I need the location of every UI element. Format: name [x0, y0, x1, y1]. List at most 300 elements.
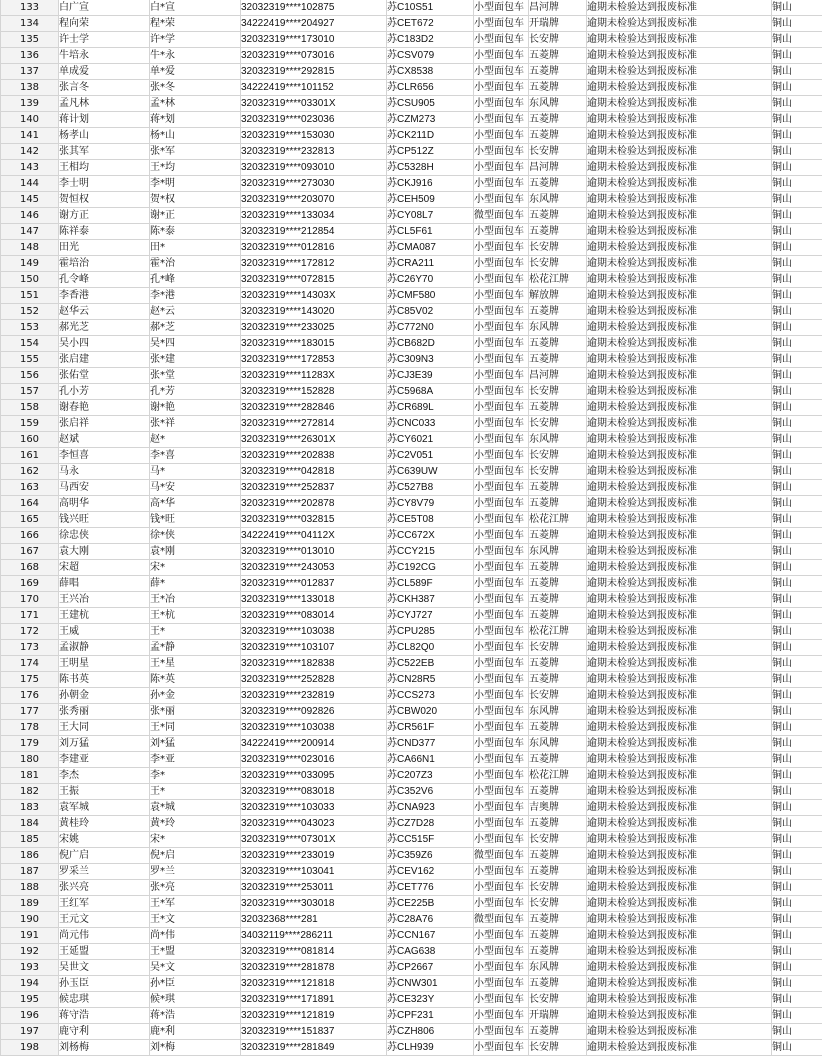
cell-plate-number[interactable]: 苏C527B8 [387, 480, 474, 496]
cell-vehicle-brand[interactable]: 五菱牌 [529, 928, 587, 944]
cell-district[interactable]: 铜山 [772, 256, 822, 272]
cell-masked-name[interactable]: 张*堂 [150, 368, 241, 384]
cell-masked-name[interactable]: 马*安 [150, 480, 241, 496]
cell-plate-number[interactable]: 苏CMF580 [387, 288, 474, 304]
cell-status-reason[interactable]: 逾期未检验达到报废标准 [587, 944, 772, 960]
cell-vehicle-brand[interactable]: 长安牌 [529, 1040, 587, 1056]
cell-id-number[interactable]: 32032319****233025 [241, 320, 387, 336]
cell-owner-name[interactable]: 李恒喜 [59, 448, 150, 464]
cell-district[interactable]: 铜山 [772, 672, 822, 688]
cell-district[interactable]: 铜山 [772, 624, 822, 640]
cell-district[interactable]: 铜山 [772, 528, 822, 544]
cell-vehicle-brand[interactable]: 五菱牌 [529, 608, 587, 624]
cell-vehicle-brand[interactable]: 五菱牌 [529, 864, 587, 880]
cell-owner-name[interactable]: 孙玉臣 [59, 976, 150, 992]
cell-plate-number[interactable]: 苏C5968A [387, 384, 474, 400]
cell-vehicle-type[interactable]: 小型面包车 [474, 304, 529, 320]
cell-district[interactable]: 铜山 [772, 176, 822, 192]
cell-plate-number[interactable]: 苏C359Z6 [387, 848, 474, 864]
row-header[interactable]: 197 [1, 1024, 59, 1040]
cell-district[interactable]: 铜山 [772, 112, 822, 128]
cell-district[interactable]: 铜山 [772, 816, 822, 832]
cell-vehicle-brand[interactable]: 长安牌 [529, 384, 587, 400]
cell-status-reason[interactable]: 逾期未检验达到报废标准 [587, 352, 772, 368]
cell-masked-name[interactable]: 王*冶 [150, 592, 241, 608]
cell-vehicle-type[interactable]: 小型面包车 [474, 784, 529, 800]
cell-district[interactable]: 铜山 [772, 880, 822, 896]
row-header[interactable]: 190 [1, 912, 59, 928]
cell-id-number[interactable]: 32032319****133034 [241, 208, 387, 224]
cell-owner-name[interactable]: 薛唱 [59, 576, 150, 592]
cell-id-number[interactable]: 32032319****232819 [241, 688, 387, 704]
cell-district[interactable]: 铜山 [772, 1024, 822, 1040]
cell-plate-number[interactable]: 苏CEH509 [387, 192, 474, 208]
cell-district[interactable]: 铜山 [772, 208, 822, 224]
cell-status-reason[interactable]: 逾期未检验达到报废标准 [587, 720, 772, 736]
cell-vehicle-brand[interactable]: 五菱牌 [529, 176, 587, 192]
cell-vehicle-type[interactable]: 小型面包车 [474, 80, 529, 96]
cell-status-reason[interactable]: 逾期未检验达到报废标准 [587, 896, 772, 912]
cell-vehicle-brand[interactable]: 五菱牌 [529, 48, 587, 64]
cell-district[interactable]: 铜山 [772, 688, 822, 704]
cell-masked-name[interactable]: 王*同 [150, 720, 241, 736]
cell-status-reason[interactable]: 逾期未检验达到报废标准 [587, 1024, 772, 1040]
cell-id-number[interactable]: 32032319****14303X [241, 288, 387, 304]
row-header[interactable]: 198 [1, 1040, 59, 1056]
cell-status-reason[interactable]: 逾期未检验达到报废标准 [587, 400, 772, 416]
cell-vehicle-brand[interactable]: 昌河牌 [529, 368, 587, 384]
cell-vehicle-type[interactable]: 微型面包车 [474, 912, 529, 928]
cell-id-number[interactable]: 32032368****281 [241, 912, 387, 928]
cell-status-reason[interactable]: 逾期未检验达到报废标准 [587, 992, 772, 1008]
cell-district[interactable]: 铜山 [772, 336, 822, 352]
cell-id-number[interactable]: 32032319****043023 [241, 816, 387, 832]
row-header[interactable]: 157 [1, 384, 59, 400]
cell-masked-name[interactable]: 赵* [150, 432, 241, 448]
row-header[interactable]: 142 [1, 144, 59, 160]
cell-district[interactable]: 铜山 [772, 928, 822, 944]
cell-id-number[interactable]: 32032319****121819 [241, 1008, 387, 1024]
cell-status-reason[interactable]: 逾期未检验达到报废标准 [587, 624, 772, 640]
row-header[interactable]: 156 [1, 368, 59, 384]
cell-district[interactable]: 铜山 [772, 1008, 822, 1024]
cell-vehicle-brand[interactable]: 东风牌 [529, 704, 587, 720]
row-header[interactable]: 185 [1, 832, 59, 848]
cell-owner-name[interactable]: 倪广启 [59, 848, 150, 864]
cell-owner-name[interactable]: 张其军 [59, 144, 150, 160]
cell-plate-number[interactable]: 苏CNC033 [387, 416, 474, 432]
cell-status-reason[interactable]: 逾期未检验达到报废标准 [587, 80, 772, 96]
cell-id-number[interactable]: 32032319****042818 [241, 464, 387, 480]
cell-owner-name[interactable]: 钱兴旺 [59, 512, 150, 528]
row-header[interactable]: 193 [1, 960, 59, 976]
cell-plate-number[interactable]: 苏CCS273 [387, 688, 474, 704]
cell-masked-name[interactable]: 黄*玲 [150, 816, 241, 832]
cell-district[interactable]: 铜山 [772, 576, 822, 592]
cell-plate-number[interactable]: 苏C772N0 [387, 320, 474, 336]
cell-vehicle-type[interactable]: 小型面包车 [474, 704, 529, 720]
cell-vehicle-type[interactable]: 小型面包车 [474, 816, 529, 832]
cell-district[interactable]: 铜山 [772, 240, 822, 256]
cell-id-number[interactable]: 32032319****273030 [241, 176, 387, 192]
cell-district[interactable]: 铜山 [772, 368, 822, 384]
cell-owner-name[interactable]: 孔令峰 [59, 272, 150, 288]
cell-owner-name[interactable]: 高明华 [59, 496, 150, 512]
cell-status-reason[interactable]: 逾期未检验达到报废标准 [587, 608, 772, 624]
cell-district[interactable]: 铜山 [772, 272, 822, 288]
cell-district[interactable]: 铜山 [772, 16, 822, 32]
cell-plate-number[interactable]: 苏CEV162 [387, 864, 474, 880]
cell-vehicle-type[interactable]: 小型面包车 [474, 608, 529, 624]
cell-id-number[interactable]: 32032319****292815 [241, 64, 387, 80]
cell-owner-name[interactable]: 王明星 [59, 656, 150, 672]
cell-vehicle-type[interactable]: 小型面包车 [474, 240, 529, 256]
cell-id-number[interactable]: 32032319****023036 [241, 112, 387, 128]
cell-owner-name[interactable]: 田光 [59, 240, 150, 256]
cell-status-reason[interactable]: 逾期未检验达到报废标准 [587, 112, 772, 128]
cell-status-reason[interactable]: 逾期未检验达到报废标准 [587, 240, 772, 256]
cell-vehicle-brand[interactable]: 五菱牌 [529, 560, 587, 576]
cell-owner-name[interactable]: 张兴亮 [59, 880, 150, 896]
row-header[interactable]: 168 [1, 560, 59, 576]
cell-id-number[interactable]: 32032319****183015 [241, 336, 387, 352]
cell-masked-name[interactable]: 薛* [150, 576, 241, 592]
cell-masked-name[interactable]: 王* [150, 784, 241, 800]
cell-id-number[interactable]: 32032319****083018 [241, 784, 387, 800]
cell-status-reason[interactable]: 逾期未检验达到报废标准 [587, 128, 772, 144]
cell-status-reason[interactable]: 逾期未检验达到报废标准 [587, 224, 772, 240]
cell-status-reason[interactable]: 逾期未检验达到报废标准 [587, 576, 772, 592]
cell-vehicle-type[interactable]: 小型面包车 [474, 720, 529, 736]
row-header[interactable]: 191 [1, 928, 59, 944]
cell-vehicle-type[interactable]: 小型面包车 [474, 960, 529, 976]
cell-district[interactable]: 铜山 [772, 736, 822, 752]
cell-owner-name[interactable]: 王建杭 [59, 608, 150, 624]
cell-district[interactable]: 铜山 [772, 352, 822, 368]
cell-status-reason[interactable]: 逾期未检验达到报废标准 [587, 544, 772, 560]
cell-owner-name[interactable]: 吴世文 [59, 960, 150, 976]
cell-id-number[interactable]: 32032319****233019 [241, 848, 387, 864]
cell-district[interactable]: 铜山 [772, 64, 822, 80]
cell-vehicle-type[interactable]: 小型面包车 [474, 768, 529, 784]
cell-plate-number[interactable]: 苏C309N3 [387, 352, 474, 368]
cell-masked-name[interactable]: 王*均 [150, 160, 241, 176]
cell-district[interactable]: 铜山 [772, 608, 822, 624]
cell-owner-name[interactable]: 宋姚 [59, 832, 150, 848]
cell-owner-name[interactable]: 李建亚 [59, 752, 150, 768]
row-header[interactable]: 184 [1, 816, 59, 832]
cell-status-reason[interactable]: 逾期未检验达到报废标准 [587, 1008, 772, 1024]
cell-district[interactable]: 铜山 [772, 80, 822, 96]
cell-vehicle-type[interactable]: 小型面包车 [474, 272, 529, 288]
cell-masked-name[interactable]: 宋* [150, 560, 241, 576]
cell-district[interactable]: 铜山 [772, 96, 822, 112]
cell-vehicle-brand[interactable]: 东风牌 [529, 320, 587, 336]
cell-vehicle-brand[interactable]: 五菱牌 [529, 80, 587, 96]
cell-plate-number[interactable]: 苏CZ7D28 [387, 816, 474, 832]
cell-masked-name[interactable]: 吴*文 [150, 960, 241, 976]
cell-vehicle-type[interactable]: 小型面包车 [474, 0, 529, 16]
cell-vehicle-brand[interactable]: 松花江牌 [529, 272, 587, 288]
cell-owner-name[interactable]: 王威 [59, 624, 150, 640]
cell-owner-name[interactable]: 黄桂玲 [59, 816, 150, 832]
row-header[interactable]: 179 [1, 736, 59, 752]
cell-masked-name[interactable]: 徐*侠 [150, 528, 241, 544]
cell-vehicle-type[interactable]: 小型面包车 [474, 880, 529, 896]
cell-vehicle-type[interactable]: 小型面包车 [474, 592, 529, 608]
cell-masked-name[interactable]: 许*学 [150, 32, 241, 48]
cell-owner-name[interactable]: 张佑堂 [59, 368, 150, 384]
cell-id-number[interactable]: 32032319****281849 [241, 1040, 387, 1056]
cell-masked-name[interactable]: 钱*旺 [150, 512, 241, 528]
row-header[interactable]: 172 [1, 624, 59, 640]
cell-district[interactable]: 铜山 [772, 0, 822, 16]
cell-masked-name[interactable]: 王*文 [150, 912, 241, 928]
cell-id-number[interactable]: 32032319****083014 [241, 608, 387, 624]
cell-owner-name[interactable]: 白广宣 [59, 0, 150, 16]
cell-status-reason[interactable]: 逾期未检验达到报废标准 [587, 416, 772, 432]
cell-plate-number[interactable]: 苏CZM273 [387, 112, 474, 128]
cell-vehicle-brand[interactable]: 长安牌 [529, 464, 587, 480]
cell-plate-number[interactable]: 苏CE5T08 [387, 512, 474, 528]
cell-masked-name[interactable]: 王* [150, 624, 241, 640]
cell-vehicle-brand[interactable]: 解放牌 [529, 288, 587, 304]
cell-id-number[interactable]: 32032319****172853 [241, 352, 387, 368]
cell-owner-name[interactable]: 刘万猛 [59, 736, 150, 752]
row-header[interactable]: 152 [1, 304, 59, 320]
cell-status-reason[interactable]: 逾期未检验达到报废标准 [587, 656, 772, 672]
row-header[interactable]: 139 [1, 96, 59, 112]
cell-plate-number[interactable]: 苏CYJ727 [387, 608, 474, 624]
cell-vehicle-brand[interactable]: 开瑞牌 [529, 16, 587, 32]
cell-vehicle-type[interactable]: 小型面包车 [474, 736, 529, 752]
cell-plate-number[interactable]: 苏CP512Z [387, 144, 474, 160]
cell-plate-number[interactable]: 苏C26Y70 [387, 272, 474, 288]
cell-masked-name[interactable]: 郝*芝 [150, 320, 241, 336]
cell-plate-number[interactable]: 苏CLH939 [387, 1040, 474, 1056]
cell-vehicle-brand[interactable]: 五菱牌 [529, 224, 587, 240]
cell-plate-number[interactable]: 苏C85V02 [387, 304, 474, 320]
cell-district[interactable]: 铜山 [772, 960, 822, 976]
cell-status-reason[interactable]: 逾期未检验达到报废标准 [587, 864, 772, 880]
cell-masked-name[interactable]: 孙*臣 [150, 976, 241, 992]
cell-district[interactable]: 铜山 [772, 720, 822, 736]
row-header[interactable]: 135 [1, 32, 59, 48]
cell-district[interactable]: 铜山 [772, 784, 822, 800]
cell-plate-number[interactable]: 苏CY6021 [387, 432, 474, 448]
cell-vehicle-type[interactable]: 小型面包车 [474, 528, 529, 544]
cell-vehicle-type[interactable]: 小型面包车 [474, 448, 529, 464]
cell-vehicle-type[interactable]: 小型面包车 [474, 16, 529, 32]
cell-plate-number[interactable]: 苏CC672X [387, 528, 474, 544]
cell-plate-number[interactable]: 苏C192CG [387, 560, 474, 576]
row-header[interactable]: 145 [1, 192, 59, 208]
cell-plate-number[interactable]: 苏CJ3E39 [387, 368, 474, 384]
cell-owner-name[interactable]: 张启祥 [59, 416, 150, 432]
cell-masked-name[interactable]: 赵*云 [150, 304, 241, 320]
cell-id-number[interactable]: 32032319****11283X [241, 368, 387, 384]
cell-vehicle-type[interactable]: 小型面包车 [474, 544, 529, 560]
cell-id-number[interactable]: 32032319****202878 [241, 496, 387, 512]
cell-masked-name[interactable]: 白*宣 [150, 0, 241, 16]
cell-plate-number[interactable]: 苏CCN167 [387, 928, 474, 944]
cell-status-reason[interactable]: 逾期未检验达到报废标准 [587, 960, 772, 976]
cell-district[interactable]: 铜山 [772, 144, 822, 160]
cell-vehicle-type[interactable]: 小型面包车 [474, 176, 529, 192]
cell-district[interactable]: 铜山 [772, 288, 822, 304]
cell-vehicle-type[interactable]: 小型面包车 [474, 320, 529, 336]
cell-vehicle-type[interactable]: 小型面包车 [474, 336, 529, 352]
row-header[interactable]: 177 [1, 704, 59, 720]
cell-masked-name[interactable]: 田* [150, 240, 241, 256]
cell-masked-name[interactable]: 谢*艳 [150, 400, 241, 416]
cell-vehicle-type[interactable]: 小型面包车 [474, 192, 529, 208]
cell-district[interactable]: 铜山 [772, 752, 822, 768]
row-header[interactable]: 147 [1, 224, 59, 240]
cell-masked-name[interactable]: 贺*权 [150, 192, 241, 208]
cell-masked-name[interactable]: 马* [150, 464, 241, 480]
row-header[interactable]: 194 [1, 976, 59, 992]
row-header[interactable]: 141 [1, 128, 59, 144]
cell-vehicle-brand[interactable]: 长安牌 [529, 880, 587, 896]
cell-masked-name[interactable]: 霍*治 [150, 256, 241, 272]
cell-masked-name[interactable]: 吴*四 [150, 336, 241, 352]
row-header[interactable]: 169 [1, 576, 59, 592]
cell-plate-number[interactable]: 苏CKJ916 [387, 176, 474, 192]
cell-plate-number[interactable]: 苏CR561F [387, 720, 474, 736]
cell-vehicle-brand[interactable]: 长安牌 [529, 144, 587, 160]
cell-vehicle-type[interactable]: 小型面包车 [474, 560, 529, 576]
cell-status-reason[interactable]: 逾期未检验达到报废标准 [587, 448, 772, 464]
cell-masked-name[interactable]: 张*亮 [150, 880, 241, 896]
row-header[interactable]: 162 [1, 464, 59, 480]
cell-owner-name[interactable]: 鹿守利 [59, 1024, 150, 1040]
cell-owner-name[interactable]: 陈书英 [59, 672, 150, 688]
cell-district[interactable]: 铜山 [772, 128, 822, 144]
cell-plate-number[interactable]: 苏CP2667 [387, 960, 474, 976]
cell-vehicle-type[interactable]: 小型面包车 [474, 752, 529, 768]
cell-district[interactable]: 铜山 [772, 560, 822, 576]
cell-status-reason[interactable]: 逾期未检验达到报废标准 [587, 928, 772, 944]
cell-owner-name[interactable]: 孙朝金 [59, 688, 150, 704]
cell-vehicle-type[interactable]: 小型面包车 [474, 112, 529, 128]
cell-id-number[interactable]: 32032319****303018 [241, 896, 387, 912]
cell-vehicle-brand[interactable]: 五菱牌 [529, 720, 587, 736]
cell-id-number[interactable]: 32032319****203070 [241, 192, 387, 208]
cell-status-reason[interactable]: 逾期未检验达到报废标准 [587, 640, 772, 656]
cell-status-reason[interactable]: 逾期未检验达到报废标准 [587, 512, 772, 528]
cell-status-reason[interactable]: 逾期未检验达到报废标准 [587, 320, 772, 336]
cell-vehicle-brand[interactable]: 五菱牌 [529, 912, 587, 928]
cell-masked-name[interactable]: 孟*林 [150, 96, 241, 112]
cell-id-number[interactable]: 32032319****103033 [241, 800, 387, 816]
cell-id-number[interactable]: 32032319****03301X [241, 96, 387, 112]
cell-district[interactable]: 铜山 [772, 320, 822, 336]
cell-vehicle-type[interactable]: 小型面包车 [474, 496, 529, 512]
cell-plate-number[interactable]: 苏C639UW [387, 464, 474, 480]
row-header[interactable]: 166 [1, 528, 59, 544]
cell-masked-name[interactable]: 宋* [150, 832, 241, 848]
cell-status-reason[interactable]: 逾期未检验达到报废标准 [587, 208, 772, 224]
cell-masked-name[interactable]: 蒋*划 [150, 112, 241, 128]
cell-vehicle-brand[interactable]: 五菱牌 [529, 64, 587, 80]
cell-id-number[interactable]: 32032319****103038 [241, 720, 387, 736]
cell-masked-name[interactable]: 倪*启 [150, 848, 241, 864]
cell-owner-name[interactable]: 刘杨梅 [59, 1040, 150, 1056]
cell-masked-name[interactable]: 刘*猛 [150, 736, 241, 752]
cell-owner-name[interactable]: 许士学 [59, 32, 150, 48]
cell-district[interactable]: 铜山 [772, 448, 822, 464]
cell-status-reason[interactable]: 逾期未检验达到报废标准 [587, 64, 772, 80]
cell-id-number[interactable]: 34222419****204927 [241, 16, 387, 32]
cell-vehicle-brand[interactable]: 长安牌 [529, 448, 587, 464]
cell-plate-number[interactable]: 苏CX8538 [387, 64, 474, 80]
cell-plate-number[interactable]: 苏CRA211 [387, 256, 474, 272]
cell-plate-number[interactable]: 苏CY8V79 [387, 496, 474, 512]
cell-id-number[interactable]: 34222419****04112X [241, 528, 387, 544]
cell-district[interactable]: 铜山 [772, 400, 822, 416]
cell-owner-name[interactable]: 吴小四 [59, 336, 150, 352]
row-header[interactable]: 153 [1, 320, 59, 336]
cell-district[interactable]: 铜山 [772, 192, 822, 208]
cell-vehicle-type[interactable]: 小型面包车 [474, 128, 529, 144]
cell-vehicle-brand[interactable]: 长安牌 [529, 896, 587, 912]
cell-plate-number[interactable]: 苏C10S51 [387, 0, 474, 16]
cell-district[interactable]: 铜山 [772, 480, 822, 496]
cell-vehicle-brand[interactable]: 五菱牌 [529, 816, 587, 832]
row-header[interactable]: 163 [1, 480, 59, 496]
row-header[interactable]: 155 [1, 352, 59, 368]
cell-district[interactable]: 铜山 [772, 512, 822, 528]
cell-district[interactable]: 铜山 [772, 416, 822, 432]
cell-plate-number[interactable]: 苏CAG638 [387, 944, 474, 960]
cell-id-number[interactable]: 32032319****202838 [241, 448, 387, 464]
cell-vehicle-brand[interactable]: 五菱牌 [529, 400, 587, 416]
cell-vehicle-brand[interactable]: 东风牌 [529, 432, 587, 448]
cell-status-reason[interactable]: 逾期未检验达到报废标准 [587, 592, 772, 608]
row-header[interactable]: 134 [1, 16, 59, 32]
cell-vehicle-type[interactable]: 小型面包车 [474, 576, 529, 592]
cell-owner-name[interactable]: 徐忠侠 [59, 528, 150, 544]
row-header[interactable]: 176 [1, 688, 59, 704]
row-header[interactable]: 180 [1, 752, 59, 768]
cell-owner-name[interactable]: 尚元伟 [59, 928, 150, 944]
cell-vehicle-type[interactable]: 小型面包车 [474, 160, 529, 176]
cell-vehicle-brand[interactable]: 长安牌 [529, 688, 587, 704]
cell-id-number[interactable]: 32032319****153030 [241, 128, 387, 144]
row-header[interactable]: 181 [1, 768, 59, 784]
row-header[interactable]: 192 [1, 944, 59, 960]
cell-masked-name[interactable]: 李*明 [150, 176, 241, 192]
cell-owner-name[interactable]: 霍培治 [59, 256, 150, 272]
cell-district[interactable]: 铜山 [772, 800, 822, 816]
cell-district[interactable]: 铜山 [772, 304, 822, 320]
cell-id-number[interactable]: 34222419****200914 [241, 736, 387, 752]
cell-vehicle-brand[interactable]: 五菱牌 [529, 128, 587, 144]
cell-owner-name[interactable]: 罗采兰 [59, 864, 150, 880]
cell-vehicle-brand[interactable]: 东风牌 [529, 544, 587, 560]
cell-masked-name[interactable]: 王*杭 [150, 608, 241, 624]
cell-vehicle-brand[interactable]: 长安牌 [529, 640, 587, 656]
cell-owner-name[interactable]: 蒋计划 [59, 112, 150, 128]
cell-owner-name[interactable]: 蒋守浩 [59, 1008, 150, 1024]
cell-owner-name[interactable]: 李士明 [59, 176, 150, 192]
cell-vehicle-brand[interactable]: 五菱牌 [529, 976, 587, 992]
row-header[interactable]: 178 [1, 720, 59, 736]
cell-district[interactable]: 铜山 [772, 464, 822, 480]
cell-id-number[interactable]: 32032319****143020 [241, 304, 387, 320]
cell-district[interactable]: 铜山 [772, 896, 822, 912]
